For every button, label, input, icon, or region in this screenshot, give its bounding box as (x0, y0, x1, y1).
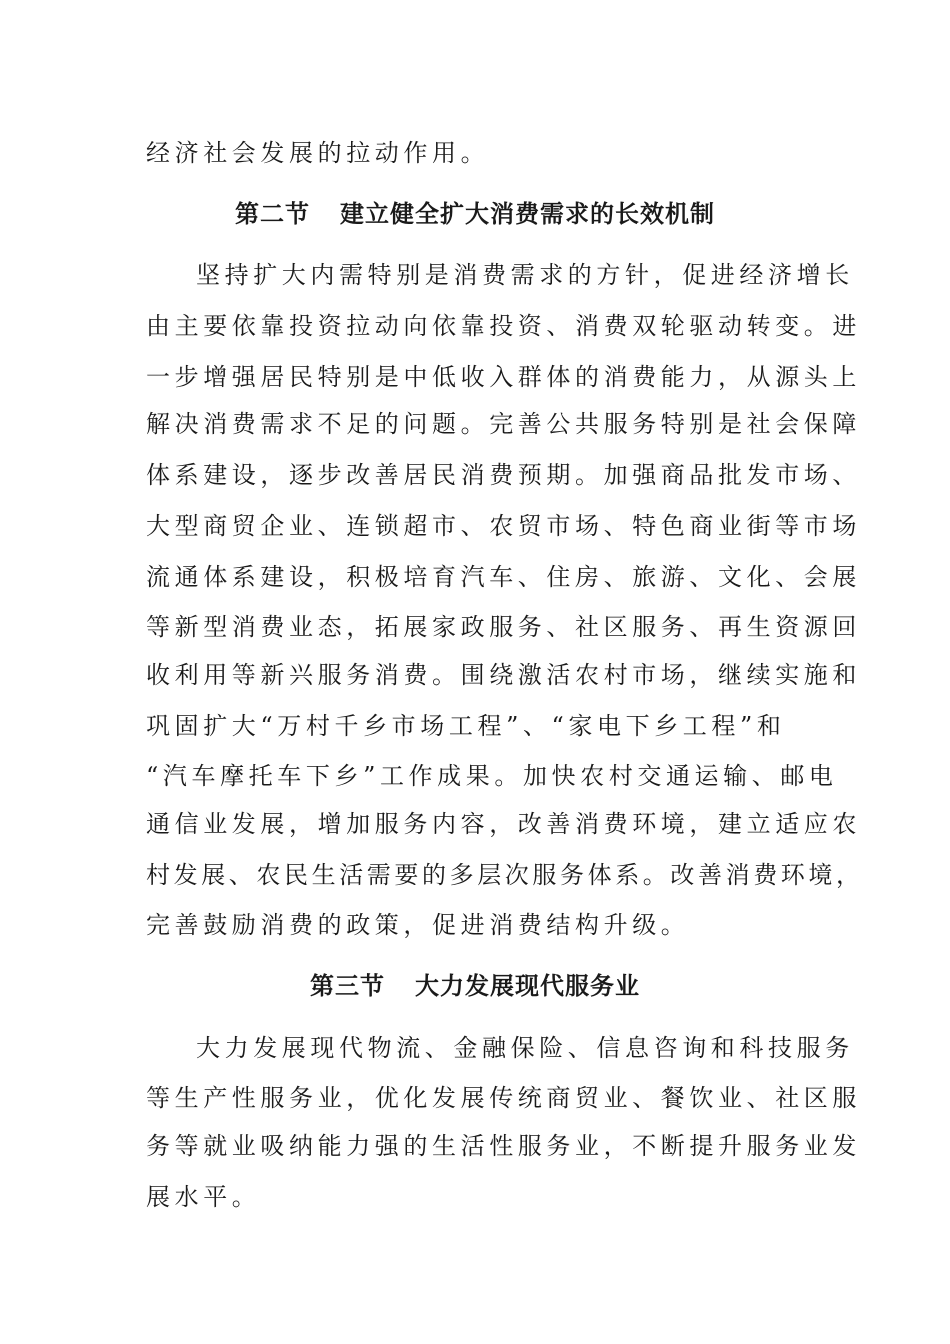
paragraph-line: 解决消费需求不足的问题。完善公共服务特别是社会保障 (146, 410, 861, 438)
paragraph-line: 展水平。 (146, 1183, 261, 1211)
paragraph-line: 等生产性服务业，优化发展传统商贸业、餐饮业、社区服 (146, 1084, 861, 1112)
section-3-title: 大力发展现代服务业 (415, 972, 640, 1000)
paragraph-line: 村发展、农民生活需要的多层次服务体系。改善消费环境， (146, 861, 864, 889)
section-3-number: 第三节 (310, 972, 385, 1000)
section-2-title: 建立健全扩大消费需求的长效机制 (340, 200, 715, 228)
paragraph-line: 大力发展现代物流、金融保险、信息咨询和科技服务 (196, 1034, 854, 1062)
paragraph-line: 体系建设，逐步改善居民消费预期。加强商品批发市场、 (146, 461, 861, 489)
paragraph-line: “汽车摩托车下乡”工作成果。加快农村交通运输、邮电 (146, 762, 838, 790)
paragraph-line: 通信业发展，增加服务内容，改善消费环境，建立适应农 (146, 810, 861, 838)
paragraph-line: 完善鼓励消费的政策，促进消费结构升级。 (146, 911, 690, 939)
paragraph-line: 务等就业吸纳能力强的生活性服务业，不断提升服务业发 (146, 1132, 861, 1160)
section-2-heading (0, 198, 950, 230)
section-2-number: 第二节 (235, 200, 310, 228)
paragraph-line: 一步增强居民特别是中低收入群体的消费能力，从源头上 (146, 363, 861, 391)
paragraph-line: 大型商贸企业、连锁超市、农贸市场、特色商业街等市场 (146, 512, 861, 540)
paragraph-line: 坚持扩大内需特别是消费需求的方针，促进经济增长 (196, 261, 854, 289)
paragraph-line: 等新型消费业态，拓展家政服务、社区服务、再生资源回 (146, 613, 861, 641)
paragraph-line: 由主要依靠投资拉动向依靠投资、消费双轮驱动转变。进 (146, 312, 861, 340)
paragraph-line: 流通体系建设，积极培育汽车、住房、旅游、文化、会展 (146, 563, 861, 591)
paragraph-line: 收利用等新兴服务消费。围绕激活农村市场，继续实施和 (146, 661, 861, 689)
paragraph-line: 巩固扩大“万村千乡市场工程”、“家电下乡工程”和 (146, 712, 786, 740)
lead-line: 经济社会发展的拉动作用。 (146, 139, 490, 167)
section-3-heading (0, 970, 950, 1002)
